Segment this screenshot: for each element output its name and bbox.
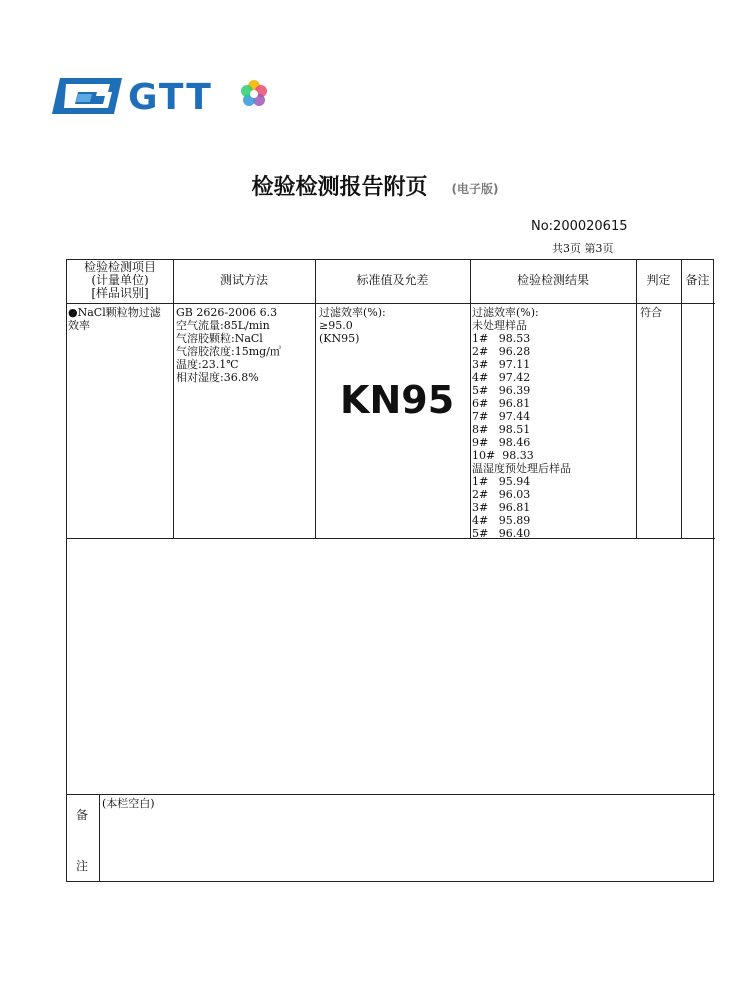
header-judgement: 判定 [646, 273, 671, 287]
notes-text: (本栏空白) [102, 797, 155, 810]
report-table [66, 259, 714, 882]
page-title [0, 170, 750, 201]
title-main: 检验检测报告附页 [251, 175, 428, 200]
header-method: 测试方法 [219, 273, 268, 287]
header-item: 检验检测项目 (计量单位) [样品识别] [83, 260, 156, 300]
header-standard: 标准值及允差 [356, 273, 429, 287]
notes-label-top: 备 [76, 808, 89, 822]
title-sub: (电子版) [451, 181, 499, 196]
header-remark: 备注 [685, 273, 710, 287]
logo-text: GTT [128, 77, 213, 118]
page-info: 共3页 第3页 [552, 242, 614, 255]
report-number: No:200020615 [531, 219, 628, 234]
cell-method: GB 2626-2006 6.3 空气流量:85L/min 气溶胶颗粒:NaCl 气溶胶浓度:15mg/㎥ 温度:23.1℃ 相对湿度:36.8% [176, 306, 281, 384]
cell-judgement: 符合 [640, 306, 662, 319]
notes-label-bottom: 注 [76, 859, 89, 873]
logo-mark-icon [52, 78, 122, 114]
logo-flower-icon [241, 80, 267, 106]
cell-item: ●NaCl颗粒物过滤 效率 [68, 306, 161, 332]
header-result: 检验检测结果 [516, 273, 589, 287]
cell-standard: 过滤效率(%): ≥95.0 (KN95) [319, 306, 386, 345]
kn95-stamp: KN95 [340, 378, 455, 422]
cell-result: 过滤效率(%): 未处理样品 1# 98.53 2# 96.28 3# 97.11 4# 97.42 5# 96.39 6# 96.81 7# 97.44 8# 98.51 9# 98.46 10# 98.33 温湿度预处理后样品 1# 95.94 2# 96.03 3# 96.81 4# 95.89 5# 96.40 [472, 306, 571, 540]
